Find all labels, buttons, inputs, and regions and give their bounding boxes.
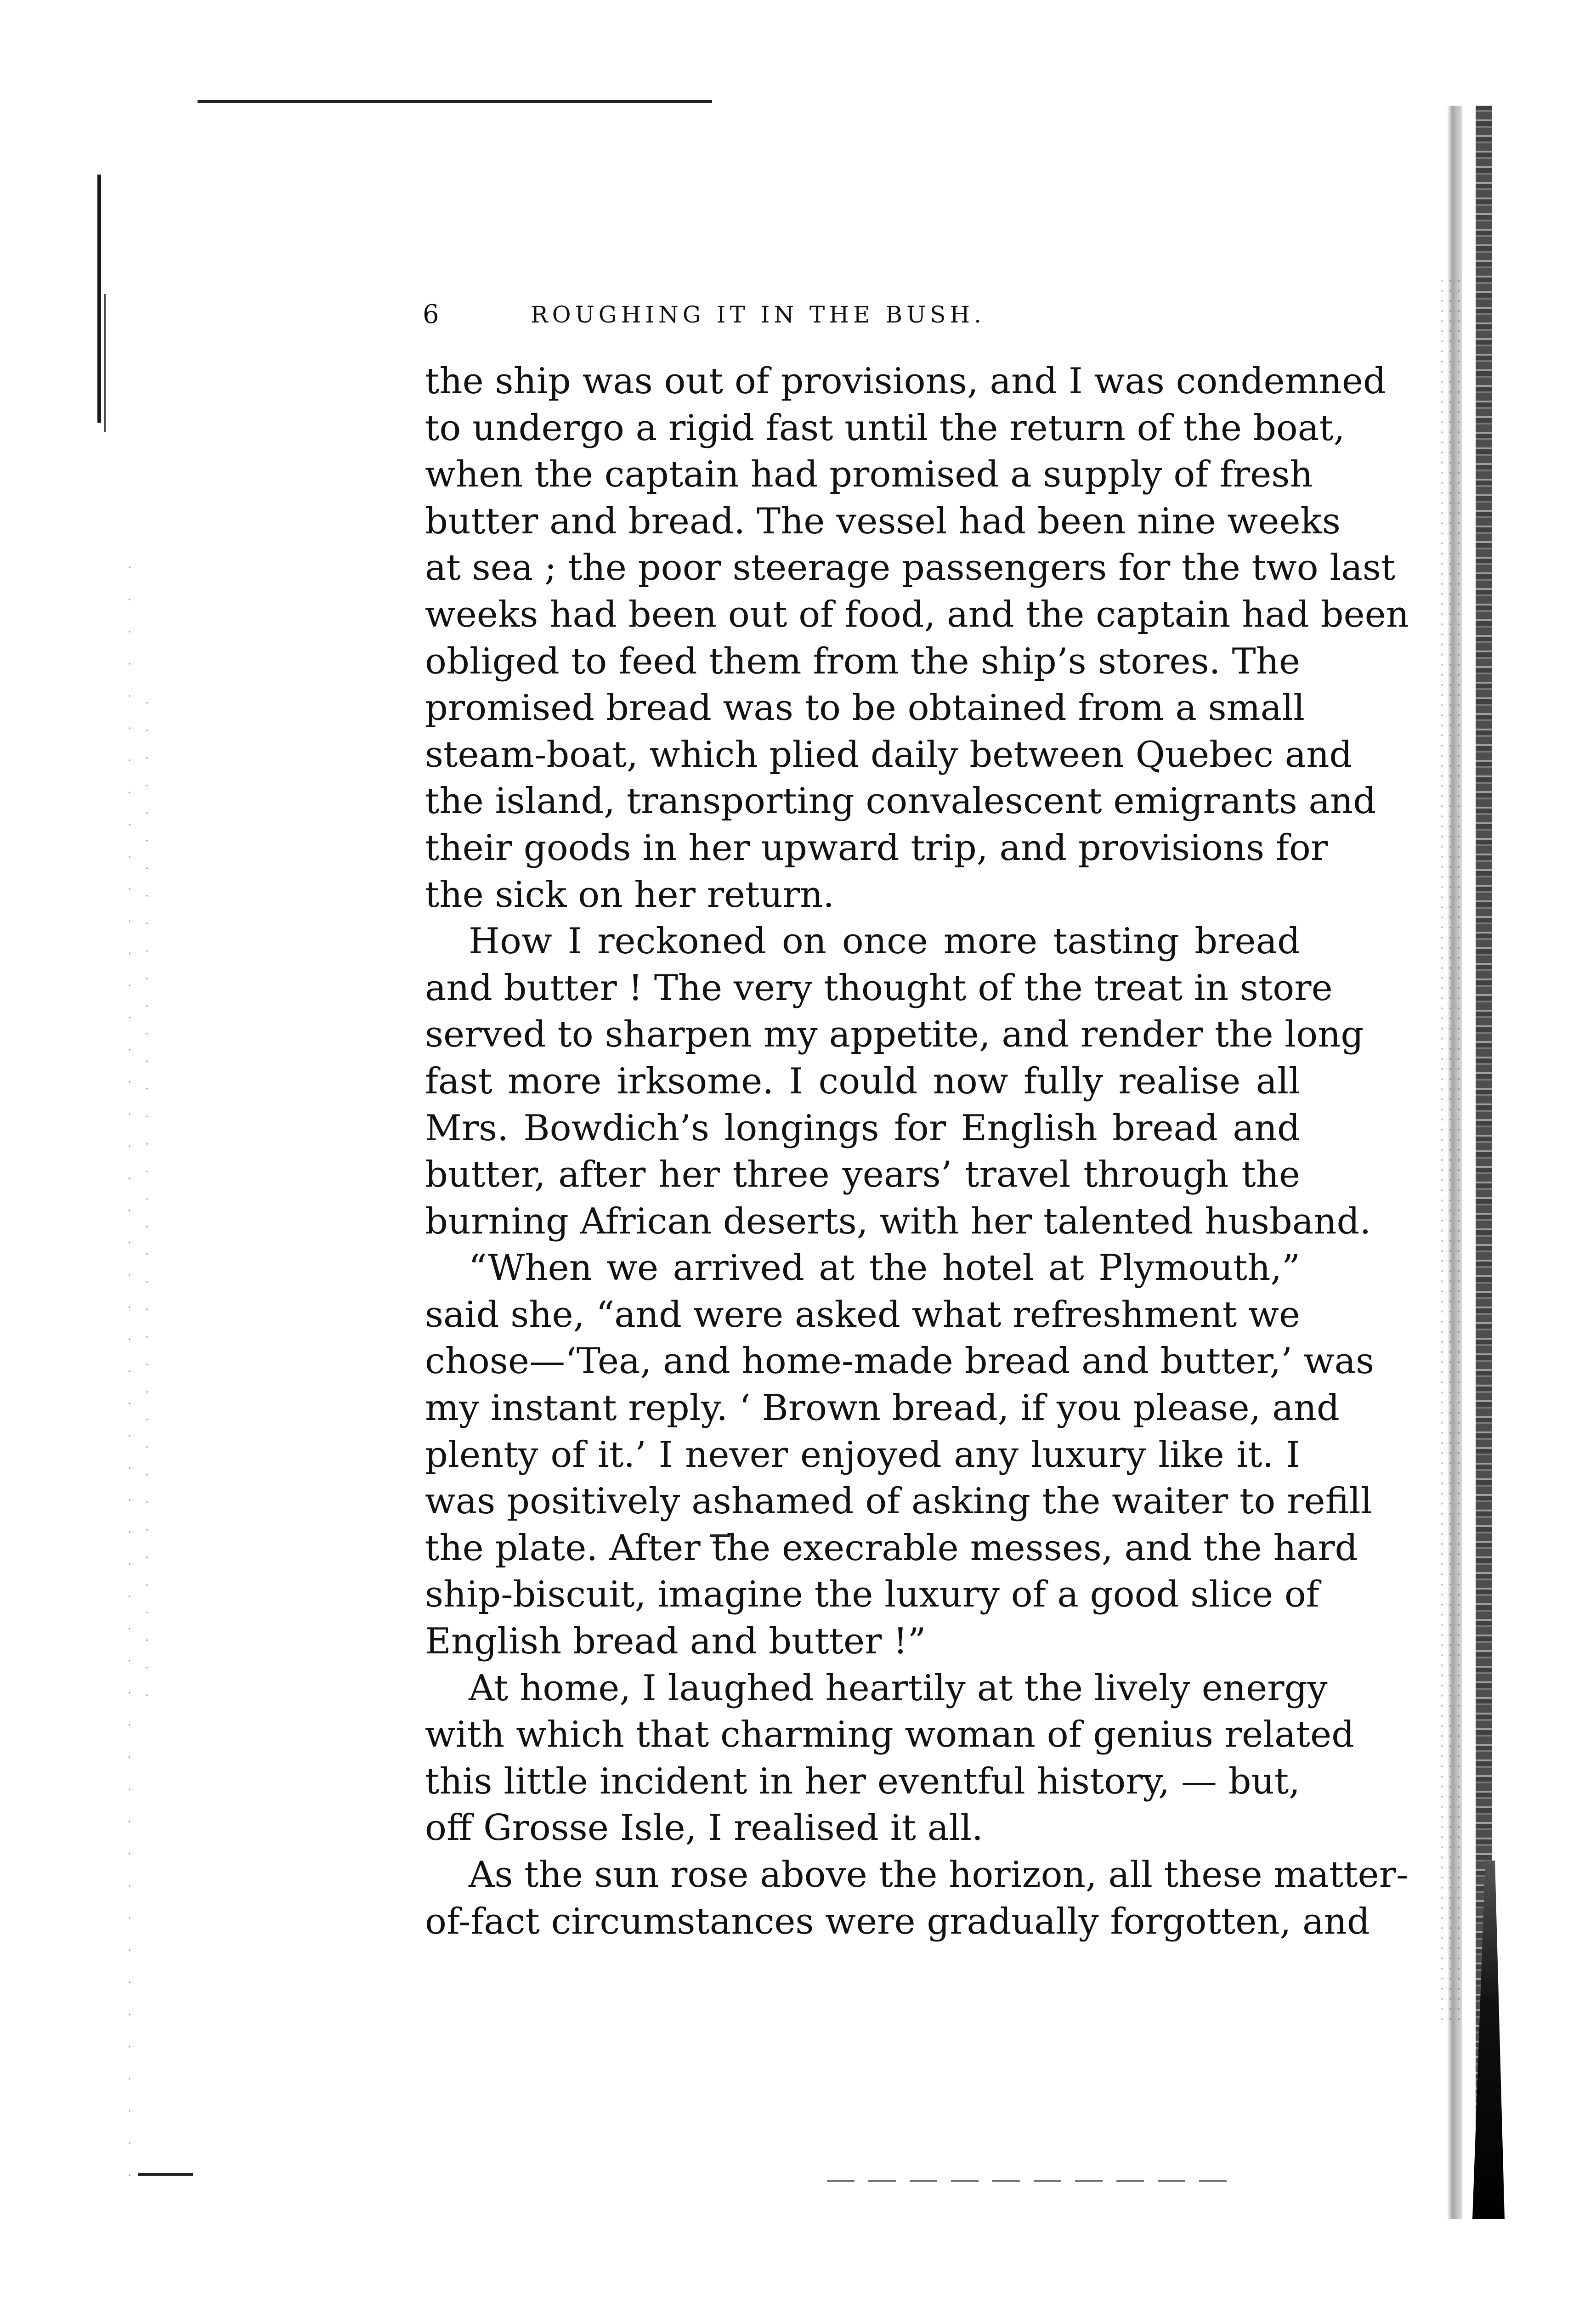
scan-left-speckles	[120, 551, 139, 2205]
text-line: with which that charming woman of genius related	[425, 1714, 1355, 1756]
text-line: was positively ashamed of asking the waiter to refill	[425, 1481, 1372, 1522]
scan-bottom-left-mark	[138, 2173, 193, 2176]
text-line: ship-biscuit, imagine the luxury of a good slice of	[425, 1574, 1319, 1616]
text-line: burning African deserts, with her talented husband.	[425, 1200, 1371, 1242]
text-line: the island, transporting convalescent emigrants and	[425, 781, 1376, 822]
scan-right-gutter-shadow	[1447, 106, 1462, 2219]
text-line: How I reckoned on once more tasting bread	[469, 921, 1300, 962]
text-line: fast more irksome. I could now fully realise all	[425, 1060, 1300, 1102]
scan-left-speckles-secondary	[142, 689, 152, 1700]
text-line: Mrs. Bowdich’s longings for English bread and	[425, 1107, 1300, 1149]
text-line: the ship was out of provisions, and I was condemned	[425, 361, 1386, 402]
text-line: off Grosse Isle, I realised it all.	[425, 1807, 983, 1849]
scan-bottom-edge-mark	[827, 2180, 1240, 2182]
text-line: the sick on her return.	[425, 874, 835, 916]
scan-left-binding-shadow	[104, 294, 106, 432]
text-line: their goods in her upward trip, and provisions for	[425, 827, 1328, 869]
text-line: English bread and butter !”	[425, 1621, 926, 1663]
text-line: of-fact circumstances were gradually forgotten, and	[425, 1901, 1370, 1942]
text-line: “When we arrived at the hotel at Plymouth,”	[469, 1247, 1300, 1289]
text-line: promised bread was to be obtained from a small	[425, 687, 1305, 729]
text-line: at sea ; the poor steerage passengers for the two last	[425, 547, 1396, 589]
text-line: the plate. After the execrable messes, and the hard	[425, 1527, 1358, 1569]
text-line: plenty of it.’ I never enjoyed any luxury like it. I	[425, 1434, 1300, 1476]
text-line: As the sun rose above the horizon, all these matter-	[469, 1854, 1409, 1895]
text-line: when the captain had promised a supply of fresh	[425, 454, 1313, 496]
text-line: obliged to feed them from the ship’s stores. The	[425, 640, 1300, 682]
text-line: and butter ! The very thought of the treat in store	[425, 967, 1333, 1009]
text-line: weeks had been out of food, and the captain had been	[425, 594, 1409, 635]
text-line: butter, after her three years’ travel through the	[425, 1154, 1300, 1196]
page-number: 6	[423, 300, 439, 329]
scan-left-binding-edge	[97, 175, 101, 423]
text-line: said she, “and were asked what refreshment we	[425, 1294, 1300, 1335]
text-line: butter and bread. The vessel had been nine weeks	[425, 500, 1341, 542]
scan-right-page-edge	[1476, 106, 1492, 2127]
scan-top-edge-mark	[198, 100, 712, 103]
text-line: my instant reply. ‘ Brown bread, if you please, and	[425, 1387, 1340, 1429]
text-line: to undergo a rigid fast until the return of the boat,	[425, 407, 1345, 449]
text-line: this little incident in her eventful history, — but,	[425, 1760, 1300, 1802]
text-line: At home, I laughed heartily at the lively energy	[469, 1667, 1328, 1709]
text-line: steam-boat, which plied daily between Quebec and	[425, 734, 1353, 775]
body-text	[425, 358, 1409, 1945]
text-line: served to sharpen my appetite, and render the long	[425, 1014, 1364, 1056]
text-line: chose—‘Tea, and home-made bread and butter,’ was	[425, 1341, 1375, 1382]
running-title: ROUGHING IT IN THE BUSH.	[530, 301, 986, 328]
